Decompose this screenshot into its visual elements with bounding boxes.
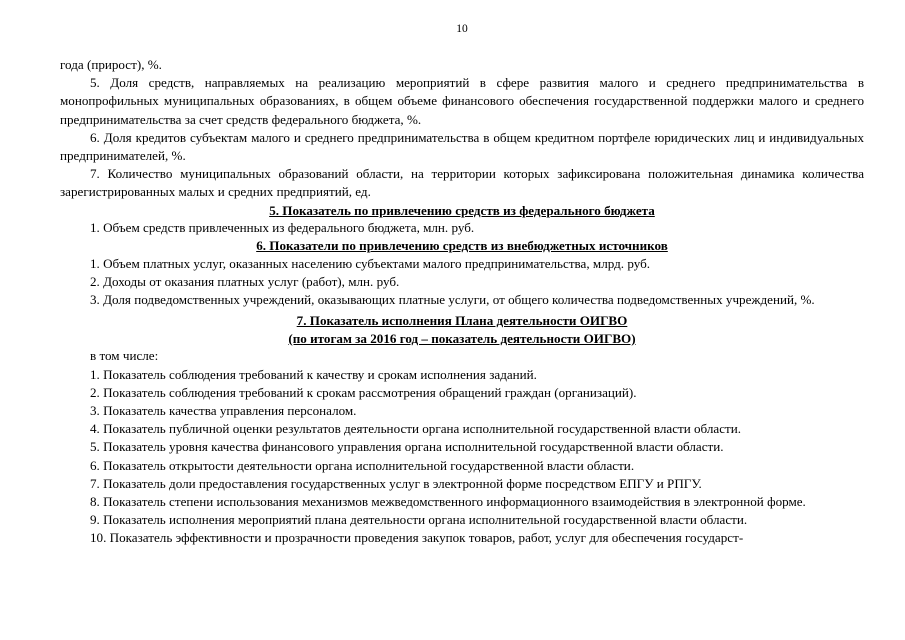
paragraph-item-5: 5. Доля средств, направляемых на реализацию мероприятий в сфере развития малого и среднего предпринимательства в монопрофильных муниципальных образованиях, в общем объеме финансового обеспечения государственной поддержки малого и среднего предпринимательства за счет средств федерального бюджета, %. xyxy=(60,75,864,127)
section-7-item-5: 5. Показатель уровня качества финансового управления органа исполнительной государственной власти области. xyxy=(90,439,724,455)
intro-line: года (прирост), %. xyxy=(60,57,162,72)
paragraph-item-6: 6. Доля кредитов субъектам малого и среднего предпринимательства в общем кредитном портфеле юридических лиц и индивидуальных предпринимателей, %. xyxy=(60,129,864,164)
section-7-item-6: 6. Показатель открытости деятельности органа исполнительной государственной власти области. xyxy=(90,457,635,473)
section-5-heading: 5. Показатель по привлечению средств из федерального бюджета xyxy=(269,202,655,218)
section-6-item-1: 1. Объем платных услуг, оказанных населению субъектами малого предпринимательства, млрд. руб. xyxy=(90,255,650,271)
section-6-item-2: 2. Доходы от оказания платных услуг (работ), млн. руб. xyxy=(90,274,400,290)
section-5-item-1: 1. Объем средств привлеченных из федерального бюджета, млн. руб. xyxy=(90,220,475,236)
section-7-including: в том числе: xyxy=(90,348,159,364)
section-7-item-4: 4. Показатель публичной оценки результатов деятельности органа исполнительной государственной власти области. xyxy=(90,421,742,437)
section-6-item-3: 3. Доля подведомственных учреждений, оказывающих платные услуги, от общего количества подведомственных учреждений, %. xyxy=(90,292,815,308)
section-7-heading-line-2: (по итогам за 2016 год – показатель деятельности ОИГВО) xyxy=(288,330,636,346)
section-7-item-3: 3. Показатель качества управления персоналом. xyxy=(90,403,357,419)
paragraph-item-7: 7. Количество муниципальных образований области, на территории которых зафиксирована положительная динамика количества зарегистрированных малых и средних предприятий, ед. xyxy=(60,166,864,200)
page-number: 10 xyxy=(456,23,468,35)
section-7-item-10: 10. Показатель эффективности и прозрачности проведения закупок товаров, работ, услуг для обеспечения государст- xyxy=(90,530,744,546)
section-7-item-9: 9. Показатель исполнения мероприятий плана деятельности органа исполнительной государственной власти области. xyxy=(90,512,748,528)
section-7-item-7: 7. Показатель доли предоставления государственных услуг в электронной форме посредством ЕПГУ и РПГУ. xyxy=(90,475,702,491)
section-7-item-2: 2. Показатель соблюдения требований к срокам рассмотрения обращений граждан (организаций). xyxy=(90,384,637,400)
section-7-heading-line-1: 7. Показатель исполнения Плана деятельности ОИГВО xyxy=(296,313,628,329)
section-7-item-8: 8. Показатель степени использования механизмов межведомственного информационного взаимодействия в электронной форме. xyxy=(90,494,806,510)
section-7-item-1: 1. Показатель соблюдения требований к качеству и срокам исполнения заданий. xyxy=(90,366,537,382)
section-6-heading: 6. Показатели по привлечению средств из внебюджетных источников xyxy=(256,238,668,254)
